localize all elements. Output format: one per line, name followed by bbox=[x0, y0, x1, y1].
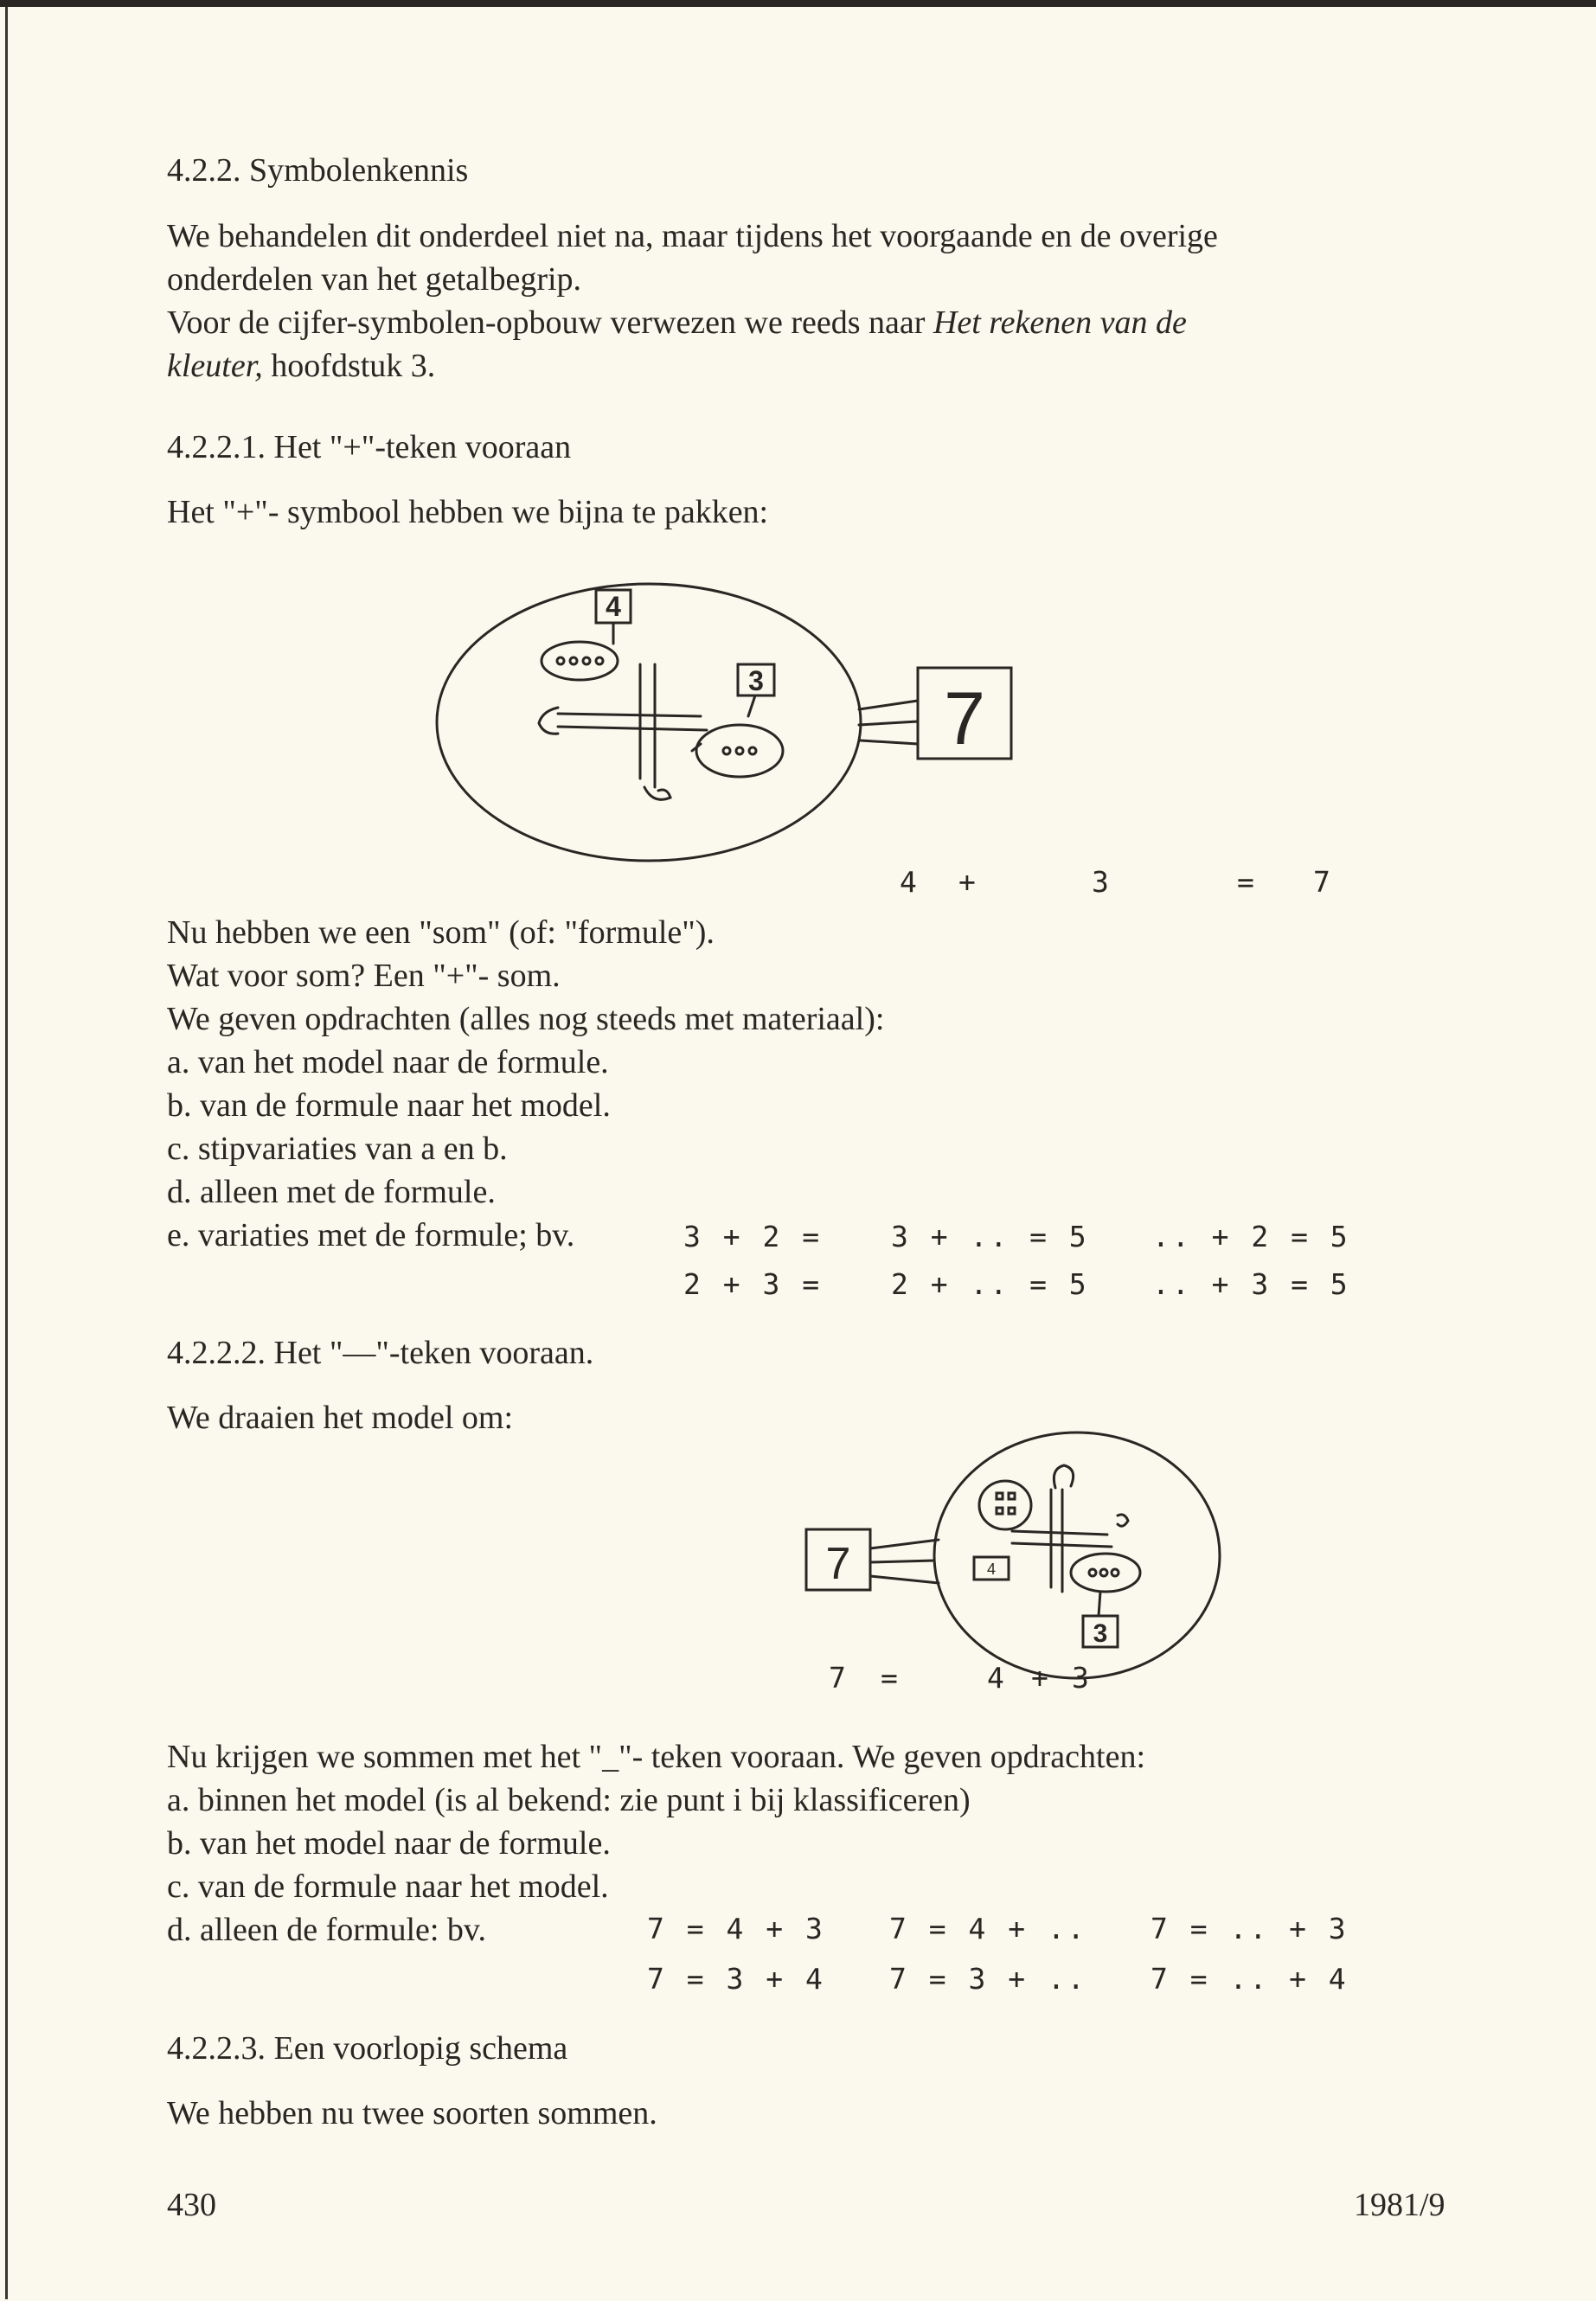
formula-result: 7 bbox=[1313, 865, 1333, 899]
text-line: We geven opdrachten (alles nog steeds met materiaal): bbox=[167, 1001, 885, 1037]
list-item: e. variaties met de formule; bv. bbox=[167, 1217, 575, 1253]
intro-plus: Het "+"- symbool hebben we bijna te pakken: bbox=[167, 494, 769, 530]
card-label: 3 bbox=[1093, 1619, 1108, 1648]
formula-equals: = bbox=[1237, 865, 1257, 899]
example-formula: 7 = 3 + 4 bbox=[647, 1962, 825, 1996]
page-number: 430 bbox=[167, 2187, 216, 2223]
list-item: a. binnen het model (is al bekend: zie punt i bij klassificeren) bbox=[167, 1782, 971, 1818]
text-line: Nu krijgen we sommen met het "_"- teken vooraan. We geven opdrachten: bbox=[167, 1739, 1146, 1775]
plus-model-drawing bbox=[428, 571, 1034, 869]
list-item: a. van het model naar de formule. bbox=[167, 1044, 609, 1080]
formula-operator: + bbox=[958, 865, 978, 899]
book-title-cont: kleuter, bbox=[167, 348, 263, 384]
paragraph-symbolenkennis bbox=[167, 215, 1218, 388]
intro-minus: We draaien het model om: bbox=[167, 1400, 514, 1436]
text-line bbox=[167, 301, 1218, 344]
list-item: d. alleen de formule: bv. bbox=[167, 1912, 486, 1948]
list-item: b. van het model naar de formule. bbox=[167, 1825, 611, 1862]
example-formula: 7 = .. + 3 bbox=[1151, 1912, 1349, 1945]
text-line: Nu hebben we een "som" (of: "formule"). bbox=[167, 914, 715, 951]
list-item: d. alleen met de formule. bbox=[167, 1174, 496, 1210]
list-item: b. van de formule naar het model. bbox=[167, 1087, 611, 1124]
example-formula: 7 = 4 + 3 bbox=[647, 1912, 825, 1945]
formula-term: 3 bbox=[1092, 865, 1112, 899]
list-item: c. stipvariaties van a en b. bbox=[167, 1131, 508, 1167]
example-formula: 3 + 2 = bbox=[683, 1220, 823, 1253]
formula-term: 3 bbox=[1072, 1661, 1092, 1695]
list-item: c. van de formule naar het model. bbox=[167, 1868, 609, 1905]
formula-term: 4 bbox=[987, 1661, 1007, 1695]
text-line: onderdelen van het getalbegrip. bbox=[167, 261, 582, 298]
text-line bbox=[167, 344, 1218, 388]
heading-4-2-2-1: 4.2.2.1. Het "+"-teken vooraan bbox=[167, 429, 572, 465]
card-label: 4 bbox=[986, 1561, 997, 1578]
book-title: Het rekenen van de bbox=[933, 304, 1187, 341]
scan-left-border bbox=[5, 7, 8, 2299]
sum-box-label: 7 bbox=[944, 677, 985, 760]
text-line: Wat voor som? Een "+"- som. bbox=[167, 958, 561, 994]
formula-term: 7 bbox=[829, 1661, 849, 1695]
card-label: 3 bbox=[748, 665, 764, 696]
formula-term: 4 bbox=[900, 865, 920, 899]
chapter-ref: hoofdstuk 3. bbox=[262, 348, 436, 384]
example-formula: 3 + .. = 5 bbox=[891, 1220, 1089, 1253]
plus-assignments bbox=[167, 911, 884, 1257]
heading-4-2-2: 4.2.2. Symbolenkennis bbox=[167, 152, 469, 189]
heading-4-2-2-3: 4.2.2.3. Een voorlopig schema bbox=[167, 2030, 568, 2067]
example-formula: 7 = 4 + .. bbox=[889, 1912, 1087, 1945]
text-line: We behandelen dit onderdeel niet na, maar tijdens het voorgaande en de overige bbox=[167, 218, 1218, 254]
example-formula: .. + 2 = 5 bbox=[1152, 1220, 1350, 1253]
formula-equals: = bbox=[881, 1661, 901, 1695]
text-line-start: Voor de cijfer-symbolen-opbouw verwezen we reeds naar bbox=[167, 304, 933, 341]
example-formula: .. + 3 = 5 bbox=[1152, 1267, 1350, 1301]
example-formula: 2 + .. = 5 bbox=[891, 1267, 1089, 1301]
minus-model-drawing bbox=[796, 1419, 1228, 1687]
example-formula: 2 + 3 = bbox=[683, 1267, 823, 1301]
example-formula: 7 = 3 + .. bbox=[889, 1962, 1087, 1996]
scan-top-border bbox=[0, 0, 1596, 7]
paragraph-schema: We hebben nu twee soorten sommen. bbox=[167, 2095, 657, 2131]
card-label: 4 bbox=[606, 591, 621, 622]
issue-number: 1981/9 bbox=[1354, 2187, 1445, 2223]
formula-operator: + bbox=[1031, 1661, 1051, 1695]
heading-4-2-2-2: 4.2.2.2. Het "—"-teken vooraan. bbox=[167, 1335, 594, 1371]
example-formula: 7 = .. + 4 bbox=[1151, 1962, 1349, 1996]
sum-box-label: 7 bbox=[825, 1539, 851, 1589]
